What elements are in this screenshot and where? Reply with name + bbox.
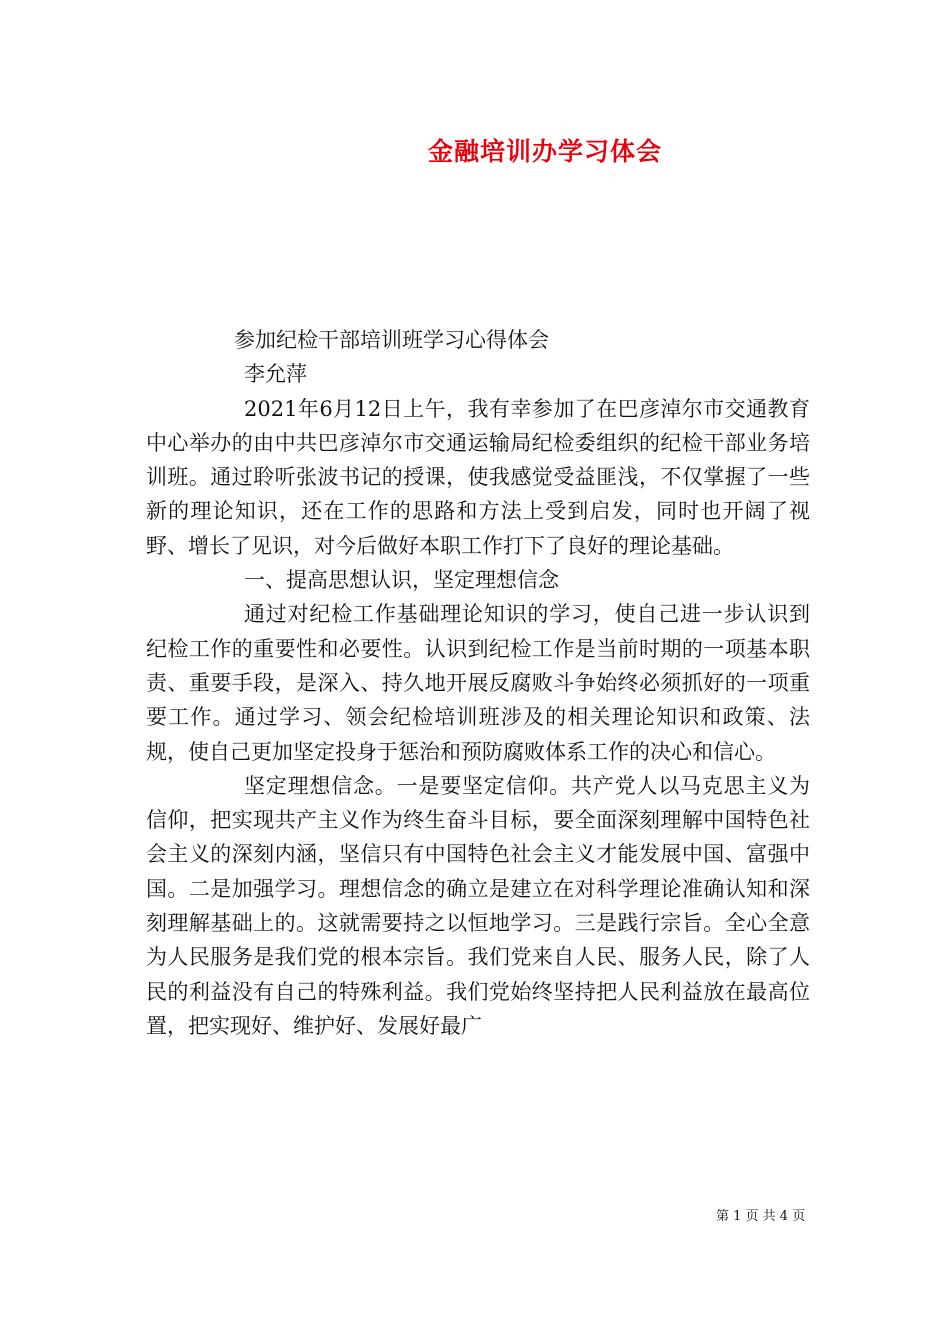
paragraph-understanding: 通过对纪检工作基础理论知识的学习，使自己进一步认识到纪检工作的重要性和必要性。认识到纪检工作是当前时期的一项基本职责、重要手段，是深入、持久地开展反腐败斗争始终必须抓好的一项重要工作。通过学习、领会纪检培训班涉及的相关理论知识和政策、法规，使自己更加坚定投身于惩治和预防腐败体系工作的决心和信心。 xyxy=(146,602,810,764)
paragraph-intro: 2021年6月12日上午，我有幸参加了在巴彦淖尔市交通教育中心举办的由中共巴彦淖尔市交通运输局纪检委组织的纪检干部业务培训班。通过聆听张波书记的授课，使我感觉受益匪浅，不仅掌握了一些新的理论知识，还在工作的思路和方法上受到启发，同时也开阔了视野、增长了见识，对今后做好本职工作打下了良好的理论基础。 xyxy=(146,396,810,558)
document-body xyxy=(146,323,810,1043)
page-number-footer: 第 1 页 共 4 页 xyxy=(716,1209,806,1224)
section-heading: 一、提高思想认识，坚定理想信念 xyxy=(244,568,559,593)
paragraph-ideals: 坚定理想信念。一是要坚定信仰。共产党人以马克思主义为信仰，把实现共产主义作为终生奋斗目标，要全面深刻理解中国特色社会主义的深刻内涵，坚信只有中国特色社会主义才能发展中国、富强中国。二是加强学习。理想信念的确立是建立在对科学理论准确认知和深刻理解基础上的。这就需要持之以恒地学习。三是践行宗旨。全心全意为人民服务是我们党的根本宗旨。我们党来自人民、服务人民，除了人民的利益没有自己的特殊利益。我们党始终坚持把人民利益放在最高位置，把实现好、维护好、发展好最广 xyxy=(146,773,810,1038)
document-author: 李允萍 xyxy=(244,362,307,387)
document-title: 金融培训办学习体会 xyxy=(427,137,662,166)
document-subtitle: 参加纪检干部培训班学习心得体会 xyxy=(234,328,549,352)
